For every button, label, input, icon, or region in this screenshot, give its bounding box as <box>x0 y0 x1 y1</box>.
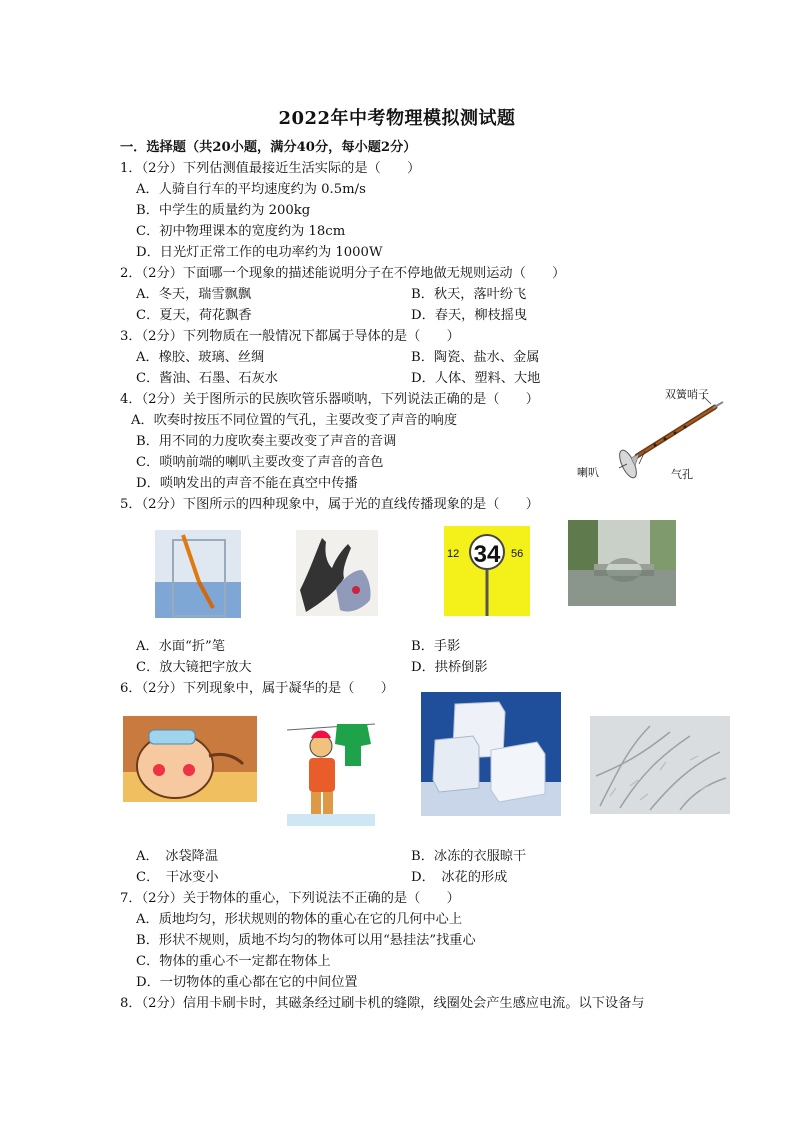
section-heading: 一．选择题（共20小题，满分40分，每小题2分） <box>120 140 417 155</box>
q2-option-b[interactable]: B．秋天，落叶纷飞 <box>411 287 527 302</box>
arch-bridge-drawing <box>568 520 676 606</box>
magnifier-text-left: 12 <box>447 548 460 560</box>
q2-option-a[interactable]: A．冬天，瑞雪飘飘 <box>136 287 252 302</box>
q6-stem: 6．（2分）下列现象中，属于凝华的是（ ） <box>120 681 394 696</box>
frozen-clothes-image <box>287 710 375 826</box>
q3-option-b[interactable]: B．陶瓷、盐水、金属 <box>411 350 540 365</box>
q5-option-d[interactable]: D．拱桥倒影 <box>411 660 488 675</box>
label-hole: 气孔 <box>671 468 693 481</box>
q5-option-a[interactable]: A．水面“折”笔 <box>136 639 225 654</box>
q5-option-b[interactable]: B．手影 <box>411 639 461 654</box>
q3-option-a[interactable]: A．橡胶、玻璃、丝绸 <box>136 350 265 365</box>
magnifier-text-center: 34 <box>473 541 501 568</box>
q2-option-d[interactable]: D．春天，柳枝摇曳 <box>411 308 528 323</box>
q4-stem: 4．（2分）关于图所示的民族吹管乐器唢呐，下列说法正确的是（ ） <box>120 392 539 407</box>
ice-flower-drawing <box>590 716 730 814</box>
q1-option-b[interactable]: B．中学生的质量约为 200kg <box>136 203 311 218</box>
q2-stem: 2．（2分）下面哪一个现象的描述能说明分子在不停地做无规则运动（ ） <box>120 266 566 281</box>
q2-option-c[interactable]: C．夏天，荷花飘香 <box>136 308 252 323</box>
arch-bridge-image <box>568 520 676 606</box>
q4-option-b[interactable]: B．用不同的力度吹奏主要改变了声音的音调 <box>136 434 397 449</box>
pencil-in-water-drawing <box>155 530 241 618</box>
q5-option-c[interactable]: C．放大镜把字放大 <box>136 660 252 675</box>
magnifier-image <box>444 526 530 616</box>
q6-option-a[interactable]: A． 冰袋降温 <box>136 849 219 864</box>
q6-option-c[interactable]: C． 干冰变小 <box>136 870 219 885</box>
q3-stem: 3．（2分）下列物质在一般情况下都属于导体的是（ ） <box>120 329 460 344</box>
q4-option-c[interactable]: C．唢呐前端的喇叭主要改变了声音的音色 <box>136 455 384 470</box>
q6-option-b[interactable]: B．冰冻的衣服晾干 <box>411 849 527 864</box>
bent-pencil-image <box>155 530 241 618</box>
q4-option-a[interactable]: A．吹奏时按压不同位置的气孔，主要改变了声音的响度 <box>131 413 458 428</box>
ice-pack-image <box>123 716 257 802</box>
q1-option-d[interactable]: D．日光灯正常工作的电功率约为 1000W <box>136 245 383 260</box>
q7-option-d[interactable]: D．一切物体的重心都在它的中间位置 <box>136 975 358 990</box>
q1-option-a[interactable]: A．人骑自行车的平均速度约为 0.5m/s <box>136 182 366 197</box>
q5-stem: 5．（2分）下图所示的四种现象中，属于光的直线传播现象的是（ ） <box>120 497 539 512</box>
q3-option-d[interactable]: D．人体、塑料、大地 <box>411 371 541 386</box>
label-reed: 双簧哨子 <box>665 388 709 401</box>
magnifier-text-right: 56 <box>511 548 524 560</box>
q7-stem: 7．（2分）关于物体的重心，下列说法不正确的是（ ） <box>120 891 460 906</box>
label-horn: 喇叭 <box>577 466 599 479</box>
suona-drawing <box>575 382 745 490</box>
magnifier-drawing <box>444 526 530 616</box>
q7-option-c[interactable]: C．物体的重心不一定都在物体上 <box>136 954 331 969</box>
q4-option-d[interactable]: D．唢呐发出的声音不能在真空中传播 <box>136 476 358 491</box>
suona-figure <box>575 382 745 490</box>
frozen-clothes-drawing <box>287 710 375 826</box>
q1-stem: 1．（2分）下列估测值最接近生活实际的是（ ） <box>120 161 421 176</box>
q7-option-b[interactable]: B．形状不规则，质地不均匀的物体可以用“悬挂法”找重心 <box>136 933 476 948</box>
ice-pack-drawing <box>123 716 257 802</box>
page-title: 2022年中考物理模拟测试题 <box>278 108 516 129</box>
q6-option-d[interactable]: D． 冰花的形成 <box>411 870 508 885</box>
q8-stem: 8．（2分）信用卡刷卡时，其磁条经过刷卡机的缝隙，线圈处会产生感应电流。以下设备与 <box>120 996 645 1011</box>
ice-flower-image <box>590 716 730 814</box>
hand-shadow-image <box>296 530 378 616</box>
q3-option-c[interactable]: C．酱油、石墨、石灰水 <box>136 371 278 386</box>
q7-option-a[interactable]: A．质地均匀，形状规则的物体的重心在它的几何中心上 <box>136 912 463 927</box>
dry-ice-image <box>421 692 561 816</box>
q1-option-c[interactable]: C．初中物理课本的宽度约为 18cm <box>136 224 346 239</box>
dry-ice-drawing <box>421 692 561 816</box>
hand-shadow-drawing <box>296 530 378 616</box>
